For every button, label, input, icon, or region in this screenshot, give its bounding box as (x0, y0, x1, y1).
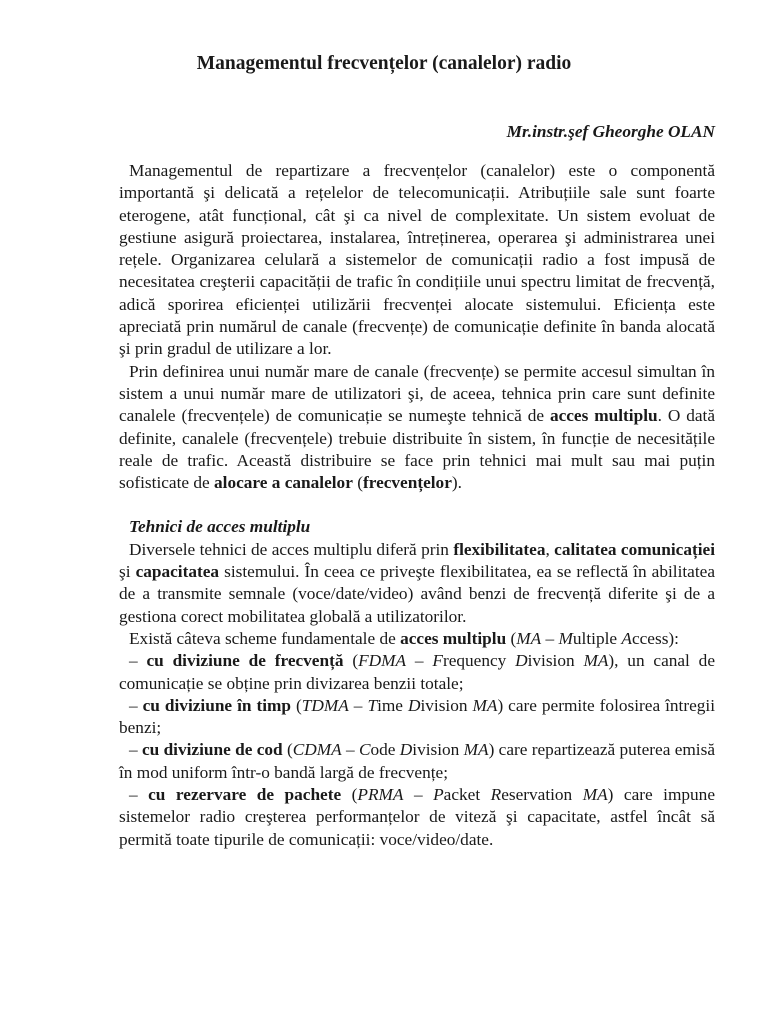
italic-term: MA (463, 740, 489, 760)
paragraph-intro: Managementul de repartizare a frecvențelor (canalelor) este o componentă importantă şi delicată a rețelelor de telecomunicații. Atribuțiile sale sunt foarte eterogene, atât funcțional, cât şi ca nivel de complexitate. Un sistem evoluat de gestiune asigură proiectarea, instalarea, întreținerea, operarea şi administrarea unei rețele. Organizarea celulară a sistemelor de comunicații radio a fost impusă de necesitatea creşterii capacității de trafic în condițiile unui spectru limitat de frecvență, adică sporirea eficienței utilizării frecvenței alocate sistemului. Eficiența este apreciată prin numărul de canale (frecvențe) de comunicație definite în banda alocată şi prin gradul de utilizare a lor. (119, 161, 715, 359)
text-run: Diversele tehnici de acces multiplu diferă prin (129, 539, 454, 559)
bold-term: acces multiplu (549, 406, 658, 426)
text-run: ode (370, 740, 400, 760)
italic-term: A (621, 628, 632, 648)
italic-term: D (407, 695, 421, 715)
text-run: ( (282, 740, 293, 760)
italic-term: D (399, 740, 413, 760)
text-run: eservation (501, 785, 583, 805)
document-body (119, 160, 715, 851)
bold-term: alocare a canalelor (214, 473, 353, 493)
italic-term: C (358, 740, 371, 760)
italic-term: F (432, 651, 443, 671)
list-item-prma (119, 784, 715, 851)
list-item-cdma (119, 739, 715, 784)
text-run: Există câteva scheme fundamentale de (129, 628, 401, 648)
text-run: ), un canal de comunicație se obține prin divizarea benzii totale; (119, 651, 715, 693)
italic-term: TDMA (301, 695, 349, 715)
text-run: ( (506, 628, 517, 648)
document-title: Managementul frecvențelor (canalelor) radio (196, 53, 572, 74)
text-run: ( (352, 473, 363, 493)
italic-term: MA (472, 695, 498, 715)
text-run: sistemului. În ceea ce priveşte flexibilitatea, ea se reflectă în abilitatea de a transmite semnale (voce/date/video) având benzi de frecvență diferite şi de a gestiona corect mobilitatea globală a utilizatorilor. (119, 562, 715, 626)
text-run: , (545, 539, 555, 559)
dash-marker: – (129, 651, 147, 671)
text-run: acket (443, 785, 491, 805)
section-heading: Tehnici de acces multiplu (129, 517, 311, 537)
text-run: ivision (412, 740, 464, 760)
text-run: ccess): (631, 628, 679, 648)
text-run: ). (451, 473, 462, 493)
author-line: Mr.instr.şef Gheorghe OLAN (506, 122, 715, 141)
italic-term: R (490, 785, 502, 805)
dash-marker: – (129, 740, 142, 760)
text-run: ultiple (572, 628, 622, 648)
italic-term: FDMA (358, 651, 407, 671)
bold-term: flexibilitatea (453, 539, 546, 559)
bold-term: cu diviziune de frecvență (146, 651, 344, 671)
bold-term: cu diviziune în timp (142, 695, 292, 715)
text-run: Prin definirea unui număr mare de canale (frecvențe) se permite accesul simultan în sistem a unui număr mare de utilizatori şi, de aceea, tehnica prin care sunt definite canalele (frecvențele) de comunicație se numeşte tehnică de (119, 361, 715, 426)
text-run: ivision (527, 651, 584, 671)
italic-term: D (515, 651, 528, 671)
text-run: – (341, 740, 359, 760)
dash-marker: – (129, 785, 149, 805)
paragraph-multiple-access (119, 361, 715, 495)
text-run: şi (119, 562, 136, 582)
text-run: – (348, 695, 368, 715)
italic-term: MA (516, 628, 542, 648)
bold-term: acces multiplu (400, 628, 507, 648)
italic-term: PRMA (357, 785, 404, 805)
list-item-tdma (119, 695, 715, 740)
text-run: ) care impune sistemelor radio creşterea performanțelor de viteză şi capacitate, astfel încât să permită toate tipurile de comunicații: voce/video/date. (119, 785, 715, 849)
list-item-fdma (119, 650, 715, 695)
bold-term: frecvențelor (362, 473, 452, 493)
dash-marker: – (129, 695, 143, 715)
italic-term: CDMA (292, 740, 342, 760)
bold-term: calitatea comunicației (554, 539, 715, 559)
italic-term: P (433, 785, 444, 805)
text-run: ) care permite folosirea întregii benzi; (119, 695, 716, 738)
paragraph-techniques (119, 539, 715, 628)
text-run: ime (377, 695, 408, 715)
text-run: ( (291, 695, 302, 715)
text-run: ( (343, 651, 359, 671)
italic-term: MA (582, 785, 608, 805)
text-run: requency (442, 651, 516, 671)
text-run: . O dată definite, canalele (frecvențele) trebuie distribuite în sistem, în funcție de necesitățile reale de trafic. Această distribuire se face prin tehnici mai mult sau mai puțin sofisticate de (119, 406, 715, 493)
text-run: ( (341, 785, 358, 805)
italic-term: MA (583, 651, 609, 671)
paragraph-schemes (119, 628, 715, 650)
bold-term: cu diviziune de cod (141, 740, 283, 760)
text-run: ) care repartizează puterea emisă în mod uniform într-o bandă largă de frecvențe; (119, 740, 715, 782)
text-run: ivision (420, 695, 473, 715)
italic-term: T (367, 695, 378, 715)
text-run: – (541, 628, 559, 648)
bold-term: cu rezervare de pachete (148, 785, 342, 805)
text-run: – (406, 651, 433, 671)
italic-term: M (558, 628, 573, 648)
text-run: – (403, 785, 434, 805)
bold-term: capacitatea (135, 562, 220, 582)
